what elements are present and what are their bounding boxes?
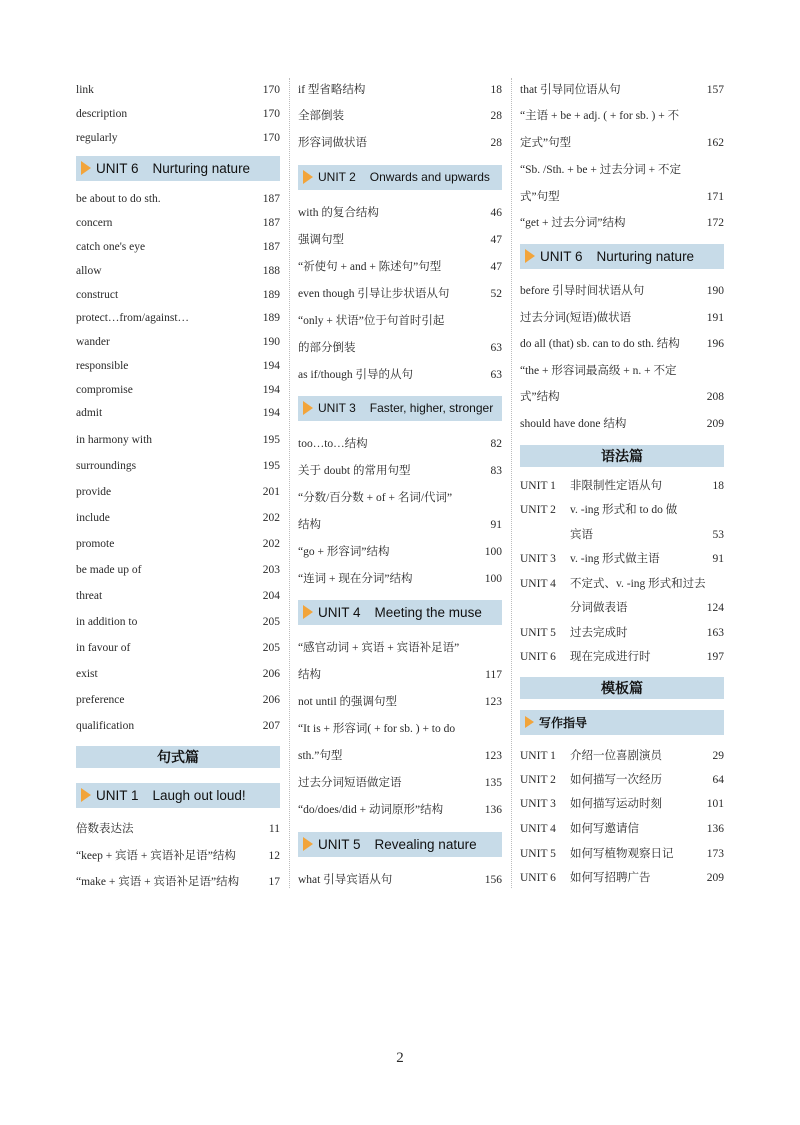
entry-page: 28 xyxy=(490,137,502,149)
entry-unit xyxy=(520,599,570,617)
play-arrow-icon xyxy=(303,837,313,851)
toc-entry[interactable] xyxy=(298,747,502,765)
toc-entry[interactable] xyxy=(520,309,724,327)
unit-title: Nurturing nature xyxy=(596,248,695,264)
play-arrow-icon xyxy=(525,716,534,728)
entry-title: threat xyxy=(76,590,103,602)
toc-entry[interactable] xyxy=(298,312,502,330)
toc-entry[interactable] xyxy=(520,648,724,666)
entry-title: that 引导同位语从句 xyxy=(520,84,621,96)
entry-page: 208 xyxy=(706,391,724,403)
entry-page: 11 xyxy=(268,823,280,835)
entry-page: 157 xyxy=(706,84,724,96)
entry-title: in favour of xyxy=(76,642,131,654)
entry-title: “感官动词 + 宾语 + 宾语补足语” xyxy=(298,642,460,654)
entry-title: catch one's eye xyxy=(76,241,146,253)
toc-column-1 xyxy=(76,0,280,900)
entry-page: 188 xyxy=(262,265,280,277)
toc-entry[interactable] xyxy=(520,820,724,838)
toc-entry[interactable] xyxy=(76,457,280,475)
entry-page: 47 xyxy=(490,234,502,246)
entry-page: 170 xyxy=(262,132,280,144)
play-arrow-icon xyxy=(303,605,313,619)
entry-title: 式”结构 xyxy=(520,391,560,403)
toc-entry[interactable] xyxy=(76,587,280,605)
toc-entry[interactable] xyxy=(298,107,502,125)
unit-title: Laugh out loud! xyxy=(152,787,246,803)
entry-page: 171 xyxy=(706,191,724,203)
entry-page: 187 xyxy=(262,241,280,253)
page-number: 2 xyxy=(396,1050,404,1066)
unit-header[interactable] xyxy=(298,600,502,625)
entry-title: “Sb. /Sth. + be + 过去分词 + 不定 xyxy=(520,164,681,176)
toc-entry[interactable] xyxy=(520,477,724,495)
section-header[interactable]: 句式篇 xyxy=(76,746,280,768)
entry-title: 形容词做状语 xyxy=(298,137,367,149)
toc-entry[interactable] xyxy=(298,639,502,657)
entry-page: 203 xyxy=(262,564,280,576)
toc-entry[interactable] xyxy=(520,415,724,433)
entry-page: 117 xyxy=(485,669,502,681)
entry-title: 定式”句型 xyxy=(520,137,572,149)
entry-title: 式”句型 xyxy=(520,191,560,203)
entry-page: 28 xyxy=(490,110,502,122)
entry-page: 64 xyxy=(712,774,724,786)
toc-entry[interactable] xyxy=(520,599,724,617)
toc-entry[interactable] xyxy=(298,489,502,507)
toc-entry[interactable] xyxy=(298,81,502,99)
toc-entry[interactable] xyxy=(298,435,502,453)
entry-title: “go + 形容词”结构 xyxy=(298,546,390,558)
entry-title: regularly xyxy=(76,132,118,144)
entry-unit xyxy=(520,526,570,544)
entry-title: what 引导宾语从句 xyxy=(298,874,393,886)
entry-unit: UNIT 3 xyxy=(520,798,556,810)
entry-title: admit xyxy=(76,407,103,419)
entry-unit: UNIT 1 xyxy=(520,750,556,762)
toc-entry[interactable] xyxy=(76,214,280,232)
toc-entry[interactable] xyxy=(520,501,724,519)
entry-title: qualification xyxy=(76,720,135,732)
toc-entry[interactable] xyxy=(298,134,502,152)
entry-title: 结构 xyxy=(298,519,321,531)
entry-page: 202 xyxy=(262,512,280,524)
toc-entry[interactable] xyxy=(520,362,724,380)
unit-label: UNIT 6 xyxy=(96,160,139,176)
toc-entry[interactable] xyxy=(76,357,280,375)
entry-page: 187 xyxy=(262,193,280,205)
entry-page: 195 xyxy=(262,434,280,446)
entry-title: description xyxy=(76,108,128,120)
entry-page: 136 xyxy=(484,804,502,816)
unit-header[interactable] xyxy=(76,783,280,808)
toc-entry[interactable] xyxy=(76,190,280,208)
entry-page: 209 xyxy=(706,418,724,430)
entry-title: even though 引导让步状语从句 xyxy=(298,288,450,300)
entry-title: v. -ing 形式做主语 xyxy=(570,553,660,565)
entry-page: 205 xyxy=(262,642,280,654)
toc-entry[interactable] xyxy=(76,717,280,735)
entry-title: include xyxy=(76,512,110,524)
entry-title: responsible xyxy=(76,360,129,372)
toc-entry[interactable] xyxy=(298,774,502,792)
toc-entry[interactable] xyxy=(298,693,502,711)
entry-title: v. -ing 形式和 to do 做 xyxy=(570,504,678,516)
toc-entry[interactable] xyxy=(76,262,280,280)
play-arrow-icon xyxy=(525,249,535,263)
unit-label: UNIT 2 xyxy=(318,170,356,184)
entry-title: exist xyxy=(76,668,98,680)
entry-unit: UNIT 1 xyxy=(520,480,556,492)
toc-column-2 xyxy=(298,0,502,900)
toc-entry[interactable] xyxy=(520,134,724,152)
toc-entry[interactable] xyxy=(520,869,724,887)
entry-page: 156 xyxy=(484,874,502,886)
entry-page: 195 xyxy=(262,460,280,472)
entry-title: 如何写招聘广告 xyxy=(570,872,651,884)
toc-entry[interactable] xyxy=(520,188,724,206)
entry-title: “连词 + 现在分词”结构 xyxy=(298,573,413,585)
toc-entry[interactable] xyxy=(298,543,502,561)
toc-entry[interactable] xyxy=(76,238,280,256)
toc-entry[interactable] xyxy=(520,214,724,232)
entry-title: “the + 形容词最高级 + n. + 不定 xyxy=(520,365,677,377)
toc-entry[interactable] xyxy=(76,309,280,327)
entry-page: 100 xyxy=(484,546,502,558)
entry-page: 18 xyxy=(712,480,724,492)
toc-entry[interactable] xyxy=(520,771,724,789)
entry-title: protect…from/against… xyxy=(76,312,190,324)
toc-entry[interactable] xyxy=(76,561,280,579)
play-arrow-icon xyxy=(81,161,91,175)
entry-title: compromise xyxy=(76,384,133,396)
entry-title: 如何写邀请信 xyxy=(570,823,639,835)
entry-unit: UNIT 5 xyxy=(520,848,556,860)
unit-header[interactable] xyxy=(76,156,280,181)
entry-title: 过去分词(短语)做状语 xyxy=(520,312,632,324)
entry-page: 191 xyxy=(706,312,724,324)
entry-page: 201 xyxy=(262,486,280,498)
entry-page: 194 xyxy=(262,360,280,372)
entry-unit: UNIT 3 xyxy=(520,553,556,565)
entry-page: 123 xyxy=(484,696,502,708)
entry-page: 205 xyxy=(262,616,280,628)
entry-page: 63 xyxy=(490,342,502,354)
unit-header[interactable] xyxy=(298,396,502,421)
unit-title: Faster, higher, stronger xyxy=(369,401,494,415)
entry-title: 倍数表达法 xyxy=(76,823,134,835)
entry-title: do all (that) sb. can to do sth. 结构 xyxy=(520,338,680,350)
toc-entry[interactable] xyxy=(76,431,280,449)
entry-title: 过去分词短语做定语 xyxy=(298,777,402,789)
entry-page: 194 xyxy=(262,384,280,396)
toc-entry[interactable] xyxy=(520,575,724,593)
entry-page: 83 xyxy=(490,465,502,477)
entry-page: 135 xyxy=(484,777,502,789)
unit-label: UNIT 6 xyxy=(540,248,583,264)
subsection-header[interactable] xyxy=(520,710,724,735)
toc-entry[interactable] xyxy=(520,747,724,765)
entry-page: 187 xyxy=(262,217,280,229)
entry-title: in harmony with xyxy=(76,434,153,446)
entry-page: 12 xyxy=(268,850,280,862)
entry-page: 189 xyxy=(262,312,280,324)
entry-unit: UNIT 6 xyxy=(520,872,556,884)
toc-entry[interactable] xyxy=(298,339,502,357)
toc-entry[interactable] xyxy=(76,873,280,891)
entry-page: 123 xyxy=(484,750,502,762)
toc-entry[interactable] xyxy=(76,847,280,865)
entry-title: not until 的强调句型 xyxy=(298,696,398,708)
entry-title: provide xyxy=(76,486,112,498)
section-header[interactable]: 语法篇 xyxy=(520,445,724,467)
toc-entry[interactable] xyxy=(76,404,280,422)
entry-unit: UNIT 5 xyxy=(520,627,556,639)
toc-entry[interactable] xyxy=(76,333,280,351)
toc-entry[interactable] xyxy=(298,231,502,249)
section-header[interactable]: 模板篇 xyxy=(520,677,724,699)
entry-title: 如何写植物观察日记 xyxy=(570,848,674,860)
entry-unit: UNIT 4 xyxy=(520,823,556,835)
entry-page: 101 xyxy=(706,798,724,810)
entry-page: 209 xyxy=(706,872,724,884)
toc-entry[interactable] xyxy=(76,129,280,147)
entry-page: 202 xyxy=(262,538,280,550)
play-arrow-icon xyxy=(303,401,313,415)
entry-page: 170 xyxy=(262,84,280,96)
entry-page: 170 xyxy=(262,108,280,120)
entry-title: promote xyxy=(76,538,115,550)
entry-title: 非限制性定语从句 xyxy=(570,480,662,492)
entry-page: 196 xyxy=(706,338,724,350)
entry-page: 190 xyxy=(706,285,724,297)
entry-page: 163 xyxy=(706,627,724,639)
entry-title: “make + 宾语 + 宾语补足语”结构 xyxy=(76,876,240,888)
unit-label: UNIT 1 xyxy=(96,787,139,803)
column-divider xyxy=(511,78,512,888)
unit-title: Nurturing nature xyxy=(152,160,251,176)
unit-title: Onwards and upwards xyxy=(369,170,490,184)
toc-entry[interactable] xyxy=(76,639,280,657)
toc-entry[interactable] xyxy=(520,161,724,179)
toc-entry[interactable] xyxy=(520,81,724,99)
entry-title: in addition to xyxy=(76,616,138,628)
toc-entry[interactable] xyxy=(520,845,724,863)
entry-page: 136 xyxy=(706,823,724,835)
entry-title: “主语 + be + adj. ( + for sb. ) + 不 xyxy=(520,110,680,122)
entry-title: 介绍一位喜剧演员 xyxy=(570,750,662,762)
entry-title: 结构 xyxy=(298,669,321,681)
unit-title: Meeting the muse xyxy=(374,604,482,620)
unit-label: UNIT 4 xyxy=(318,604,361,620)
entry-page: 172 xyxy=(706,217,724,229)
entry-page: 53 xyxy=(712,529,724,541)
entry-title: 如何描写运动时刻 xyxy=(570,798,662,810)
entry-page: 189 xyxy=(262,289,280,301)
entry-title: 分词做表语 xyxy=(570,602,628,614)
entry-title: wander xyxy=(76,336,110,348)
toc-entry[interactable] xyxy=(76,665,280,683)
entry-page: 124 xyxy=(706,602,724,614)
entry-title: sth.”句型 xyxy=(298,750,343,762)
entry-title: as if/though 引导的从句 xyxy=(298,369,413,381)
entry-title: concern xyxy=(76,217,113,229)
entry-title: 强调句型 xyxy=(298,234,344,246)
entry-page: 197 xyxy=(706,651,724,663)
toc-entry[interactable] xyxy=(298,801,502,819)
entry-page: 162 xyxy=(706,137,724,149)
unit-label: UNIT 5 xyxy=(318,836,361,852)
toc-entry[interactable] xyxy=(76,105,280,123)
toc-entry[interactable] xyxy=(298,258,502,276)
play-arrow-icon xyxy=(81,788,91,802)
entry-title: 的部分倒装 xyxy=(298,342,356,354)
entry-title: 宾语 xyxy=(570,529,593,541)
toc-entry[interactable] xyxy=(76,691,280,709)
entry-page: 29 xyxy=(712,750,724,762)
toc-entry[interactable] xyxy=(76,535,280,553)
entry-unit: UNIT 2 xyxy=(520,774,556,786)
entry-title: before 引导时间状语从句 xyxy=(520,285,645,297)
toc-entry[interactable] xyxy=(76,286,280,304)
entry-title: be made up of xyxy=(76,564,142,576)
toc-entry[interactable] xyxy=(520,550,724,568)
entry-title: 过去完成时 xyxy=(570,627,628,639)
toc-entry[interactable] xyxy=(76,483,280,501)
toc-entry[interactable] xyxy=(76,381,280,399)
toc-entry[interactable] xyxy=(298,871,502,889)
entry-title: “分数/百分数 + of + 名词/代词” xyxy=(298,492,453,504)
toc-entry[interactable] xyxy=(298,285,502,303)
entry-page: 194 xyxy=(262,407,280,419)
toc-entry[interactable] xyxy=(298,462,502,480)
toc-entry[interactable] xyxy=(76,820,280,838)
entry-title: “get + 过去分词”结构 xyxy=(520,217,626,229)
entry-unit: UNIT 2 xyxy=(520,504,556,516)
toc-entry[interactable] xyxy=(298,666,502,684)
entry-page: 17 xyxy=(268,876,280,888)
column-divider xyxy=(289,78,290,888)
toc-entry[interactable] xyxy=(520,795,724,813)
entry-title: 不定式、v. -ing 形式和过去 xyxy=(570,578,706,590)
toc-entry[interactable] xyxy=(520,624,724,642)
entry-title: 全部倒装 xyxy=(298,110,344,122)
entry-title: “祈使句 + and + 陈述句”句型 xyxy=(298,261,442,273)
entry-page: 82 xyxy=(490,438,502,450)
unit-label: UNIT 3 xyxy=(318,401,356,415)
entry-page: 46 xyxy=(490,207,502,219)
toc-entry[interactable] xyxy=(298,366,502,384)
unit-header[interactable] xyxy=(298,832,502,857)
entry-page: 206 xyxy=(262,668,280,680)
entry-title: preference xyxy=(76,694,125,706)
entry-title: with 的复合结构 xyxy=(298,207,379,219)
toc-entry[interactable] xyxy=(76,509,280,527)
toc-entry[interactable] xyxy=(298,516,502,534)
entry-page: 63 xyxy=(490,369,502,381)
entry-page: 91 xyxy=(490,519,502,531)
play-arrow-icon xyxy=(303,170,313,184)
toc-entry[interactable] xyxy=(520,335,724,353)
toc-entry[interactable] xyxy=(520,107,724,125)
entry-title: link xyxy=(76,84,94,96)
entry-title: 关于 doubt 的常用句型 xyxy=(298,465,411,477)
entry-title: if 型省略结构 xyxy=(298,84,366,96)
entry-title: should have done 结构 xyxy=(520,418,627,430)
entry-title: “do/does/did + 动词原形”结构 xyxy=(298,804,444,816)
unit-header[interactable] xyxy=(520,244,724,269)
unit-header[interactable] xyxy=(298,165,502,190)
entry-page: 207 xyxy=(262,720,280,732)
entry-title: 现在完成进行时 xyxy=(570,651,651,663)
toc-entry[interactable] xyxy=(520,526,724,544)
entry-page: 52 xyxy=(490,288,502,300)
entry-page: 100 xyxy=(484,573,502,585)
toc-entry[interactable] xyxy=(298,720,502,738)
entry-page: 204 xyxy=(262,590,280,602)
entry-unit: UNIT 4 xyxy=(520,578,556,590)
toc-entry[interactable] xyxy=(298,570,502,588)
unit-title: Revealing nature xyxy=(374,836,477,852)
entry-page: 206 xyxy=(262,694,280,706)
entry-title: surroundings xyxy=(76,460,137,472)
entry-page: 47 xyxy=(490,261,502,273)
toc-entry[interactable] xyxy=(520,282,724,300)
entry-page: 18 xyxy=(490,84,502,96)
entry-title: “only + 状语”位于句首时引起 xyxy=(298,315,445,327)
toc-entry[interactable] xyxy=(298,204,502,222)
entry-page: 190 xyxy=(262,336,280,348)
entry-page: 91 xyxy=(712,553,724,565)
toc-entry[interactable] xyxy=(76,81,280,99)
toc-entry[interactable] xyxy=(76,613,280,631)
entry-title: 如何描写一次经历 xyxy=(570,774,662,786)
entry-unit: UNIT 6 xyxy=(520,651,556,663)
entry-title: too…to…结构 xyxy=(298,438,368,450)
subsection-title: 写作指导 xyxy=(539,715,588,730)
entry-page: 173 xyxy=(706,848,724,860)
toc-entry[interactable] xyxy=(520,388,724,406)
toc-column-3 xyxy=(520,0,724,900)
entry-title: be about to do sth. xyxy=(76,193,161,205)
entry-title: allow xyxy=(76,265,102,277)
entry-title: construct xyxy=(76,289,119,301)
entry-title: “It is + 形容词( + for sb. ) + to do xyxy=(298,723,456,735)
entry-title: “keep + 宾语 + 宾语补足语”结构 xyxy=(76,850,236,862)
